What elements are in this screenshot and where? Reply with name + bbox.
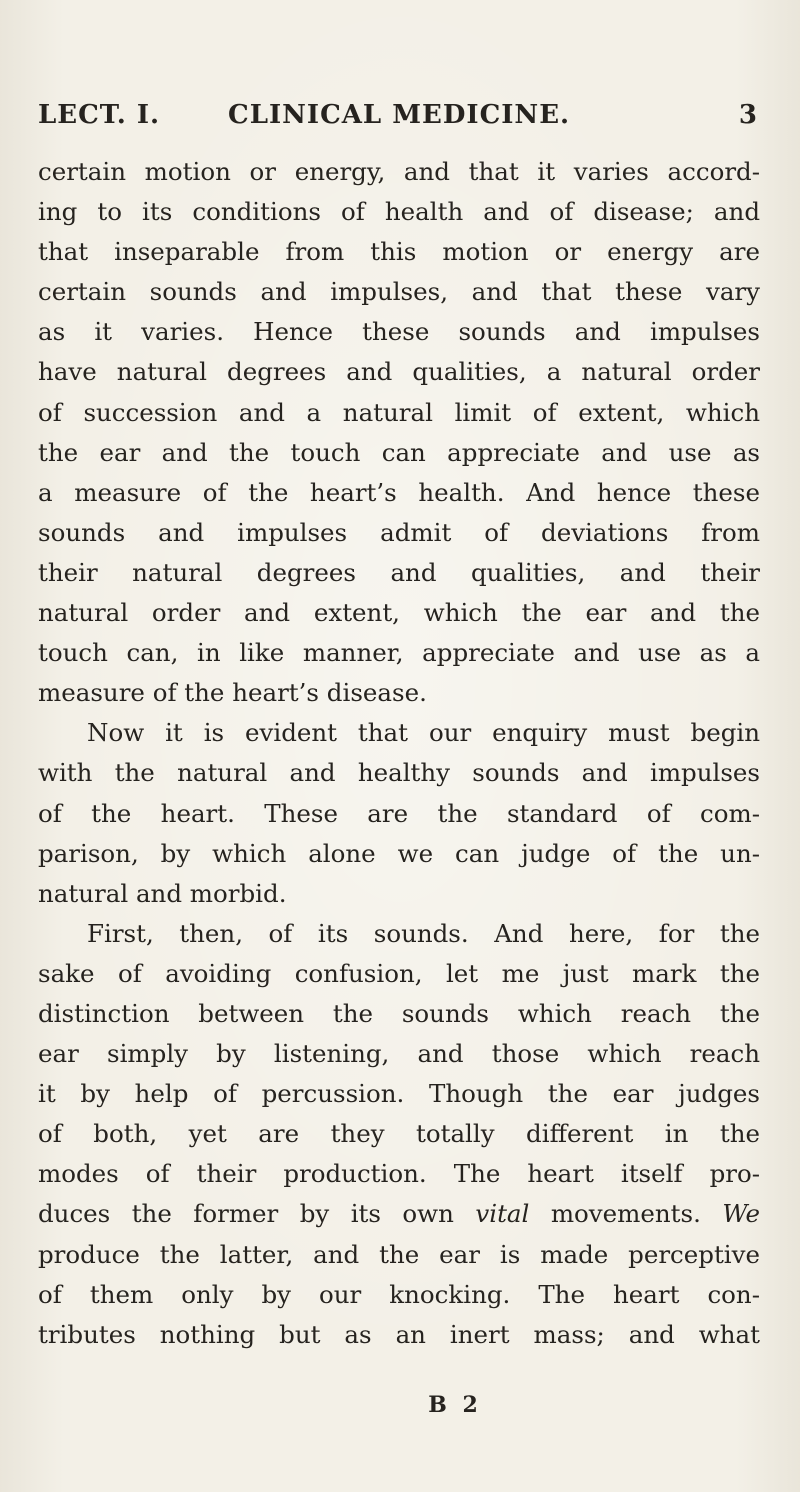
text-line: of both, yet are they totally different in the xyxy=(38,1119,760,1149)
signature-mark xyxy=(0,1392,800,1418)
lecture-label: LECT. I. xyxy=(38,100,161,130)
text-line: ear simply by listening, and those which reach xyxy=(38,1039,760,1069)
text-line: First, then, of its sounds. And here, for the xyxy=(87,918,760,948)
text-line: it by help of percussion. Though the ear judges xyxy=(38,1079,760,1109)
text-line: natural order and extent, which the ear and the xyxy=(38,598,760,628)
text-line xyxy=(38,1194,760,1234)
book-title: CLINICAL MEDICINE. xyxy=(228,100,571,130)
text-line: certain motion or energy, and that it varies accord- xyxy=(38,157,760,186)
text-line: parison, by which alone we can judge of the un- xyxy=(38,838,760,868)
text-line: touch can, in like manner, appreciate and use as a xyxy=(38,638,760,668)
signature-text: B 2 xyxy=(428,1392,482,1418)
text-line: modes of their production. The heart itself pro- xyxy=(38,1159,760,1189)
page-number: 3 xyxy=(738,100,758,130)
text-line: of the heart. These are the standard of com- xyxy=(38,798,760,828)
text-run: duces the former by its own xyxy=(38,1199,476,1229)
text-line: of succession and a natural limit of extent, which xyxy=(38,397,760,427)
text-line: that inseparable from this motion or energy are xyxy=(38,237,760,267)
text-line: as it varies. Hence these sounds and impulses xyxy=(38,317,760,347)
text-line: their natural degrees and qualities, and their xyxy=(38,557,760,587)
body-text xyxy=(38,152,760,1392)
text-line: a measure of the heart’s health. And hence these xyxy=(38,477,760,507)
text-line: Now it is evident that our enquiry must begin xyxy=(87,718,760,748)
italic-word: vital xyxy=(475,1199,530,1229)
text-line: distinction between the sounds which reach the xyxy=(38,998,760,1028)
text-line: the ear and the touch can appreciate and use as xyxy=(38,437,760,467)
running-head xyxy=(38,100,758,136)
text-line: certain sounds and impulses, and that these vary xyxy=(38,277,760,307)
text-line: sake of avoiding confusion, let me just mark the xyxy=(38,958,760,988)
text-run: movements. xyxy=(529,1199,723,1229)
text-line: natural and morbid. xyxy=(38,878,287,908)
text-line: of them only by our knocking. The heart con- xyxy=(38,1279,760,1309)
text-line: have natural degrees and qualities, a natural order xyxy=(38,357,760,387)
text-line: sounds and impulses admit of deviations from xyxy=(38,517,760,547)
text-line: tributes nothing but as an inert mass; and what xyxy=(38,1319,760,1349)
text-line: ing to its conditions of health and of disease; and xyxy=(38,197,760,227)
text-line: produce the latter, and the ear is made perceptive xyxy=(38,1239,760,1269)
text-line: with the natural and healthy sounds and impulses xyxy=(38,758,760,788)
text-line: measure of the heart’s disease. xyxy=(38,678,427,708)
italic-word: We xyxy=(722,1199,761,1229)
